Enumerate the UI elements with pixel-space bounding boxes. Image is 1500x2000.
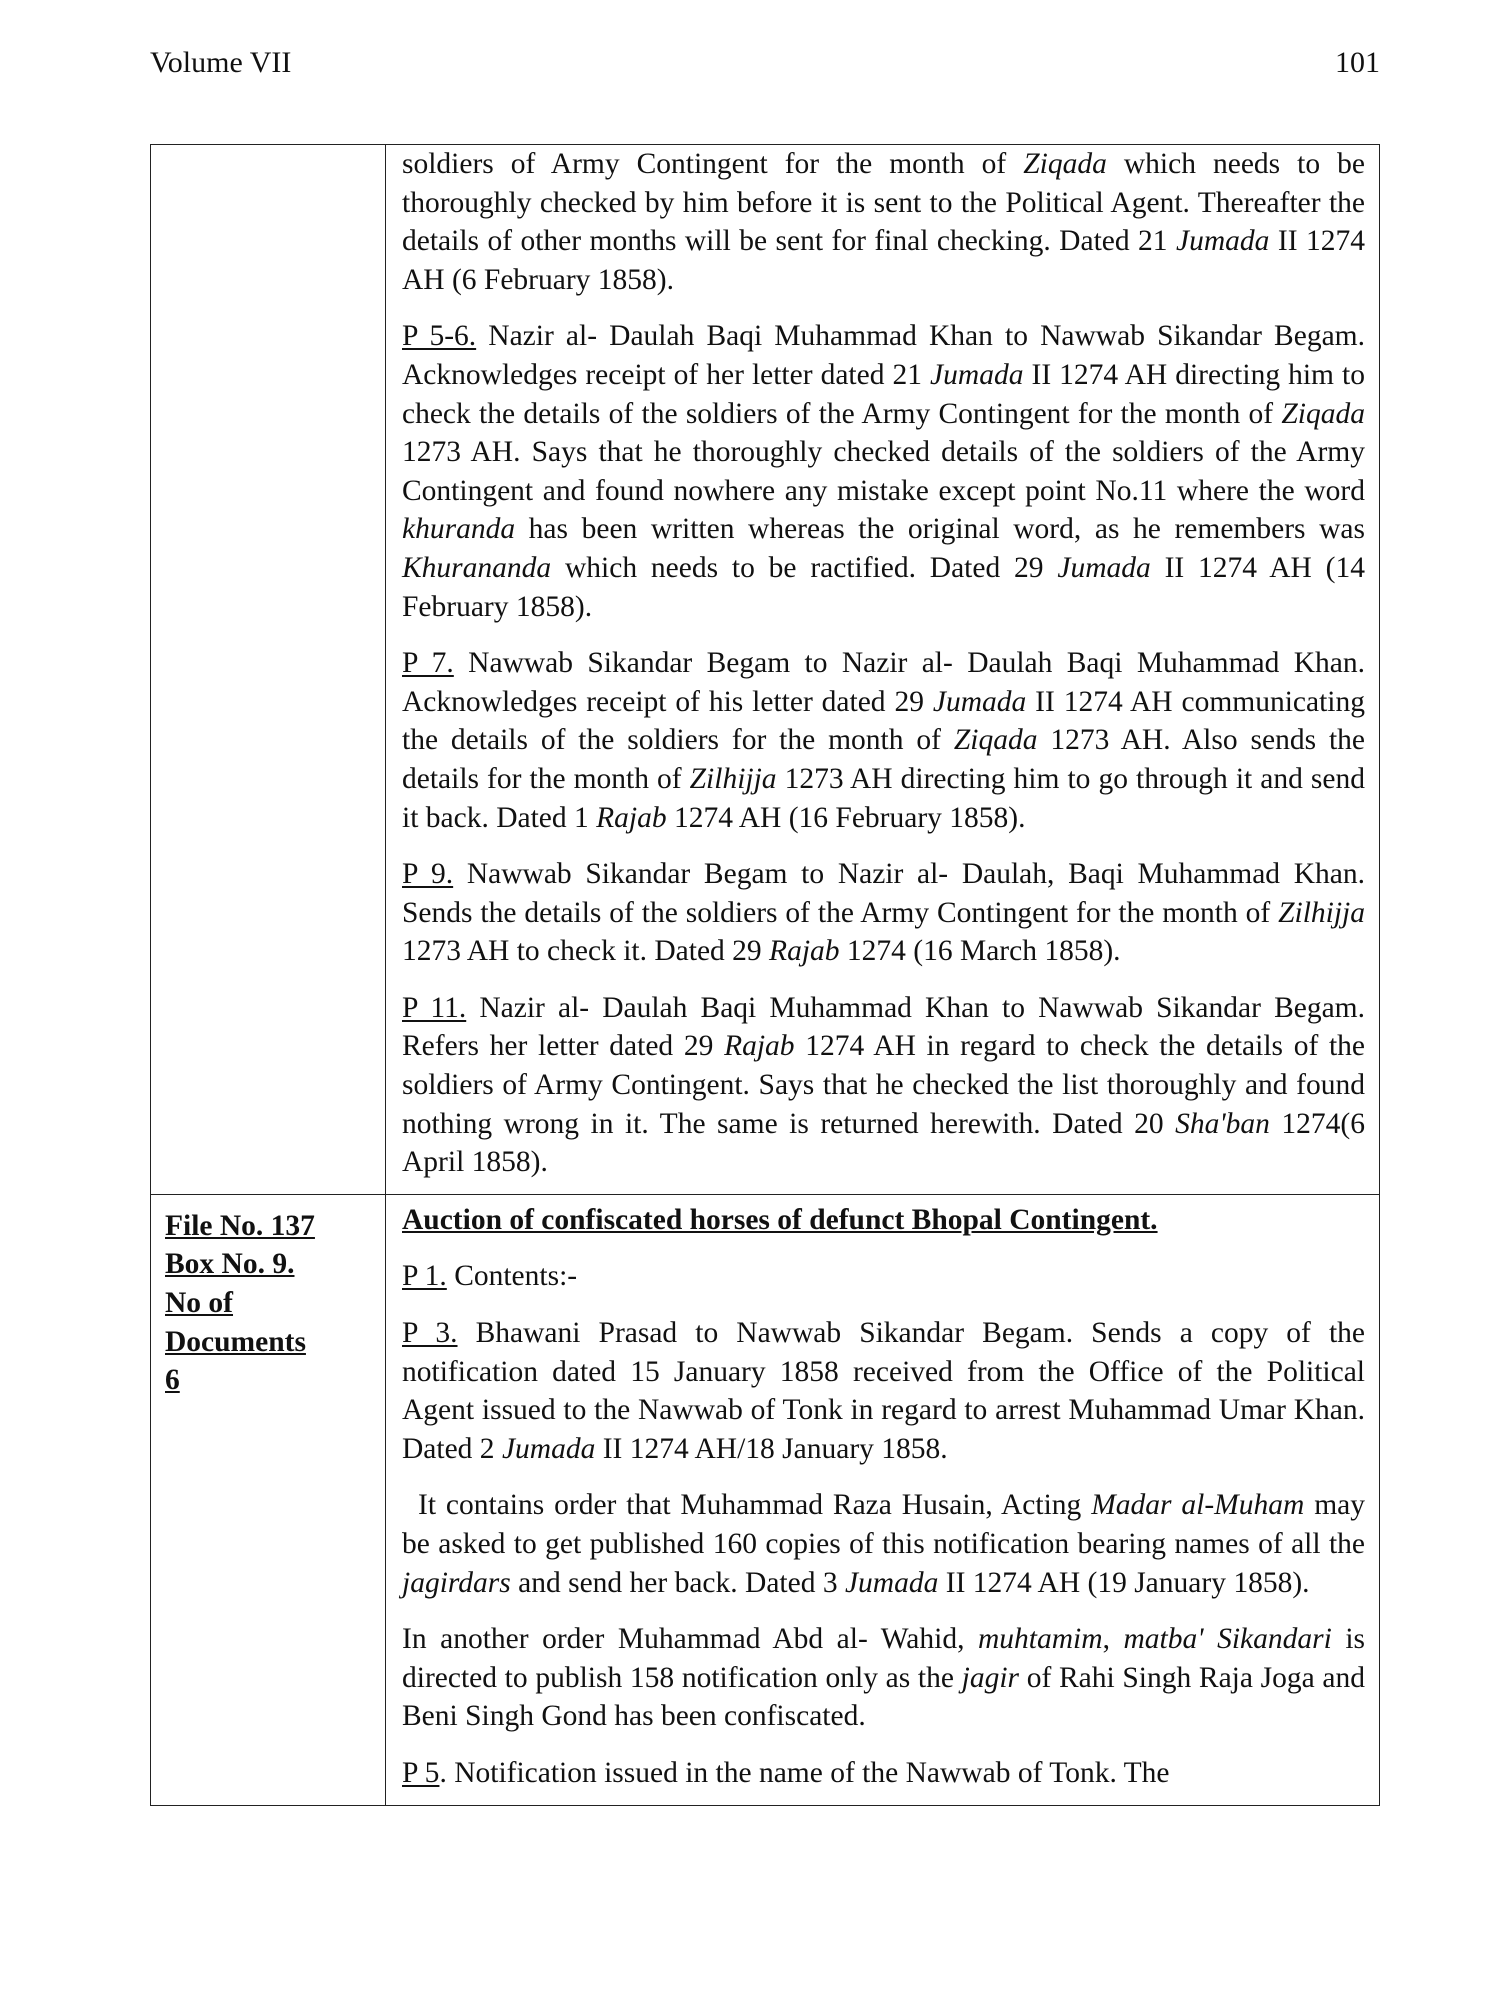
entry-text: 1274 AH in regard to check the details of the soldiers of Army Contingent. Says that he checked the list thoroughly and found nothing wrong in it. The same is returned herewith. Dated 20 xyxy=(402,1030,1365,1140)
italic-term: jagir xyxy=(961,1661,1019,1694)
italic-term: Jumada xyxy=(501,1432,596,1465)
entry-text: Contents:- xyxy=(446,1260,578,1293)
document-ref: P 5 xyxy=(402,1756,440,1789)
table-row xyxy=(151,145,1380,1195)
entry-text: Nazir al- Daulah Baqi Muhammad Khan to Nawwab Sikandar Begam. Refers her letter dated 29 xyxy=(402,991,1366,1063)
entry-text: 1273 AH to check it. Dated 29 xyxy=(402,935,770,968)
entry-text: It contains order that Muhammad Raza Husain, Acting xyxy=(418,1489,1092,1522)
entry-text: soldiers of Army Contingent for the month of xyxy=(402,148,1024,180)
italic-term: Khurananda xyxy=(402,551,552,584)
italic-term: Ziqada xyxy=(1023,148,1107,180)
file-meta-line: No of xyxy=(165,1287,234,1320)
italic-term: Ziqada xyxy=(953,724,1038,757)
entry-text: and send her back. Dated 3 xyxy=(510,1566,845,1599)
document-entry xyxy=(402,1486,1365,1602)
entry-text: which needs to be thoroughly checked by him before it is sent to the Political Agent. Thereafter the details of other months will be sent for final checking. Dated 21 xyxy=(402,148,1365,258)
document-entry xyxy=(402,1620,1365,1736)
catalogue-table xyxy=(150,144,1380,1806)
entry-list xyxy=(402,1257,1365,1792)
italic-term: Jumada xyxy=(930,358,1024,391)
entry-text: has been written whereas the original word, as he remembers was xyxy=(515,513,1365,546)
italic-term: matba' Sikandari xyxy=(1123,1623,1332,1656)
entries-cell xyxy=(386,145,1380,1195)
document-entry xyxy=(402,644,1365,837)
entry-text: which needs to be ractified. Dated 29 xyxy=(551,551,1058,584)
italic-term: jagirdars xyxy=(402,1566,511,1599)
italic-term: Zilhijja xyxy=(1278,896,1365,929)
document-entry xyxy=(402,145,1365,299)
file-info-cell xyxy=(151,1194,386,1805)
document-ref: P 9. xyxy=(402,858,454,891)
italic-term: Sha'ban xyxy=(1175,1107,1270,1140)
entry-text: II 1274 AH/18 January 1858. xyxy=(595,1432,948,1465)
document-ref: P 1. xyxy=(402,1260,447,1293)
entry-text: . Notification issued in the name of the Nawwab of Tonk. The xyxy=(439,1756,1170,1789)
entry-text: Nazir al- Daulah Baqi Muhammad Khan to Nawwab Sikandar Begam. Acknowledges receipt of her letter dated 21 xyxy=(402,320,1365,391)
entry-text: Nawwab Sikandar Begam to Nazir al- Daulah, Baqi Muhammad Khan. Sends the details of the soldiers of the Army Contingent for the month of xyxy=(402,858,1366,929)
volume-label: Volume VII xyxy=(150,46,292,79)
entry-text: II 1274 AH (6 February 1858). xyxy=(402,225,1365,296)
italic-term: khuranda xyxy=(402,513,516,546)
entry-text: Bhawani Prasad to Nawwab Sikandar Begam. Sends a copy of the notification dated 15 January 1858 received from the Office of the Political Agent issued to the Nawwab of Tonk in regard to arrest Muhammad Umar Khan. Dated 2 xyxy=(402,1317,1365,1465)
entry-text: II 1274 AH (14 February 1858). xyxy=(402,551,1365,623)
file-meta-line: Box No. 9. xyxy=(165,1248,295,1281)
entry-text: is directed to publish 158 notification only as the xyxy=(402,1623,1366,1694)
file-info-cell xyxy=(151,145,386,1195)
file-meta-line: File No. 137 xyxy=(165,1209,315,1242)
entry-text: II 1274 AH (19 January 1858). xyxy=(938,1566,1310,1599)
italic-term: muhtamim xyxy=(978,1623,1103,1656)
file-title: Auction of confiscated horses of defunct Bhopal Contingent. xyxy=(402,1203,1158,1236)
document-ref: P 7. xyxy=(402,647,454,680)
file-meta-line: Documents xyxy=(165,1325,306,1358)
entry-text: In another order Muhammad Abd al- Wahid, xyxy=(402,1623,978,1656)
entry-text: , xyxy=(1102,1623,1124,1656)
document-entry xyxy=(402,1257,1365,1296)
file-metadata xyxy=(165,1207,371,1400)
italic-term: Jumada xyxy=(1176,225,1270,258)
table-row xyxy=(151,1194,1380,1805)
entry-text: II 1274 AH directing him to check the details of the soldiers of the Army Contingent for the month of xyxy=(402,358,1365,430)
entry-text: 1274 AH (16 February 1858). xyxy=(666,801,1026,834)
italic-term: Rajab xyxy=(596,801,667,834)
entry-text: 1273 AH directing him to go through it and send it back. Dated 1 xyxy=(402,762,1365,834)
entry-text: 1274(6 April 1858). xyxy=(402,1107,1365,1179)
entry-text: 1274 (16 March 1858). xyxy=(839,935,1121,968)
italic-term: Rajab xyxy=(724,1030,795,1063)
entry-text: 1273 AH. Says that he thoroughly checked details of the soldiers of the Army Contingent and found nowhere any mistake except point No.11 where the word xyxy=(402,436,1365,507)
entry-text: II 1274 AH communicating the details of the soldiers for the month of xyxy=(402,685,1366,757)
document-ref: P 3. xyxy=(402,1317,458,1350)
entry-text: may be asked to get published 160 copies of this notification bearing names of all the xyxy=(402,1489,1365,1560)
italic-term: Zilhijja xyxy=(689,762,777,795)
italic-term: Jumada xyxy=(932,685,1027,718)
page-number: 101 xyxy=(1335,46,1380,79)
document-entry xyxy=(402,1754,1365,1793)
document-entry xyxy=(402,317,1365,626)
document-entry xyxy=(402,989,1365,1182)
italic-term: Ziqada xyxy=(1281,397,1365,430)
italic-term: Jumada xyxy=(844,1566,939,1599)
entries-cell xyxy=(386,1194,1380,1805)
italic-term: Jumada xyxy=(1057,551,1151,584)
document-ref: P 11. xyxy=(402,991,467,1024)
file-meta-line: 6 xyxy=(165,1364,180,1397)
entry-text: 1273 AH. Also sends the details for the month of xyxy=(402,724,1365,795)
document-entry xyxy=(402,1314,1365,1468)
document-entry xyxy=(402,855,1365,971)
entry-text: Nawwab Sikandar Begam to Nazir al- Daulah Baqi Muhammad Khan. Acknowledges receipt of his letter dated 29 xyxy=(402,647,1366,718)
entry-text: of Rahi Singh Raja Joga and Beni Singh Gond has been confiscated. xyxy=(402,1661,1365,1733)
italic-term: Madar al-Muham xyxy=(1091,1489,1305,1522)
italic-term: Rajab xyxy=(769,935,840,968)
document-ref: P 5-6. xyxy=(402,320,477,353)
